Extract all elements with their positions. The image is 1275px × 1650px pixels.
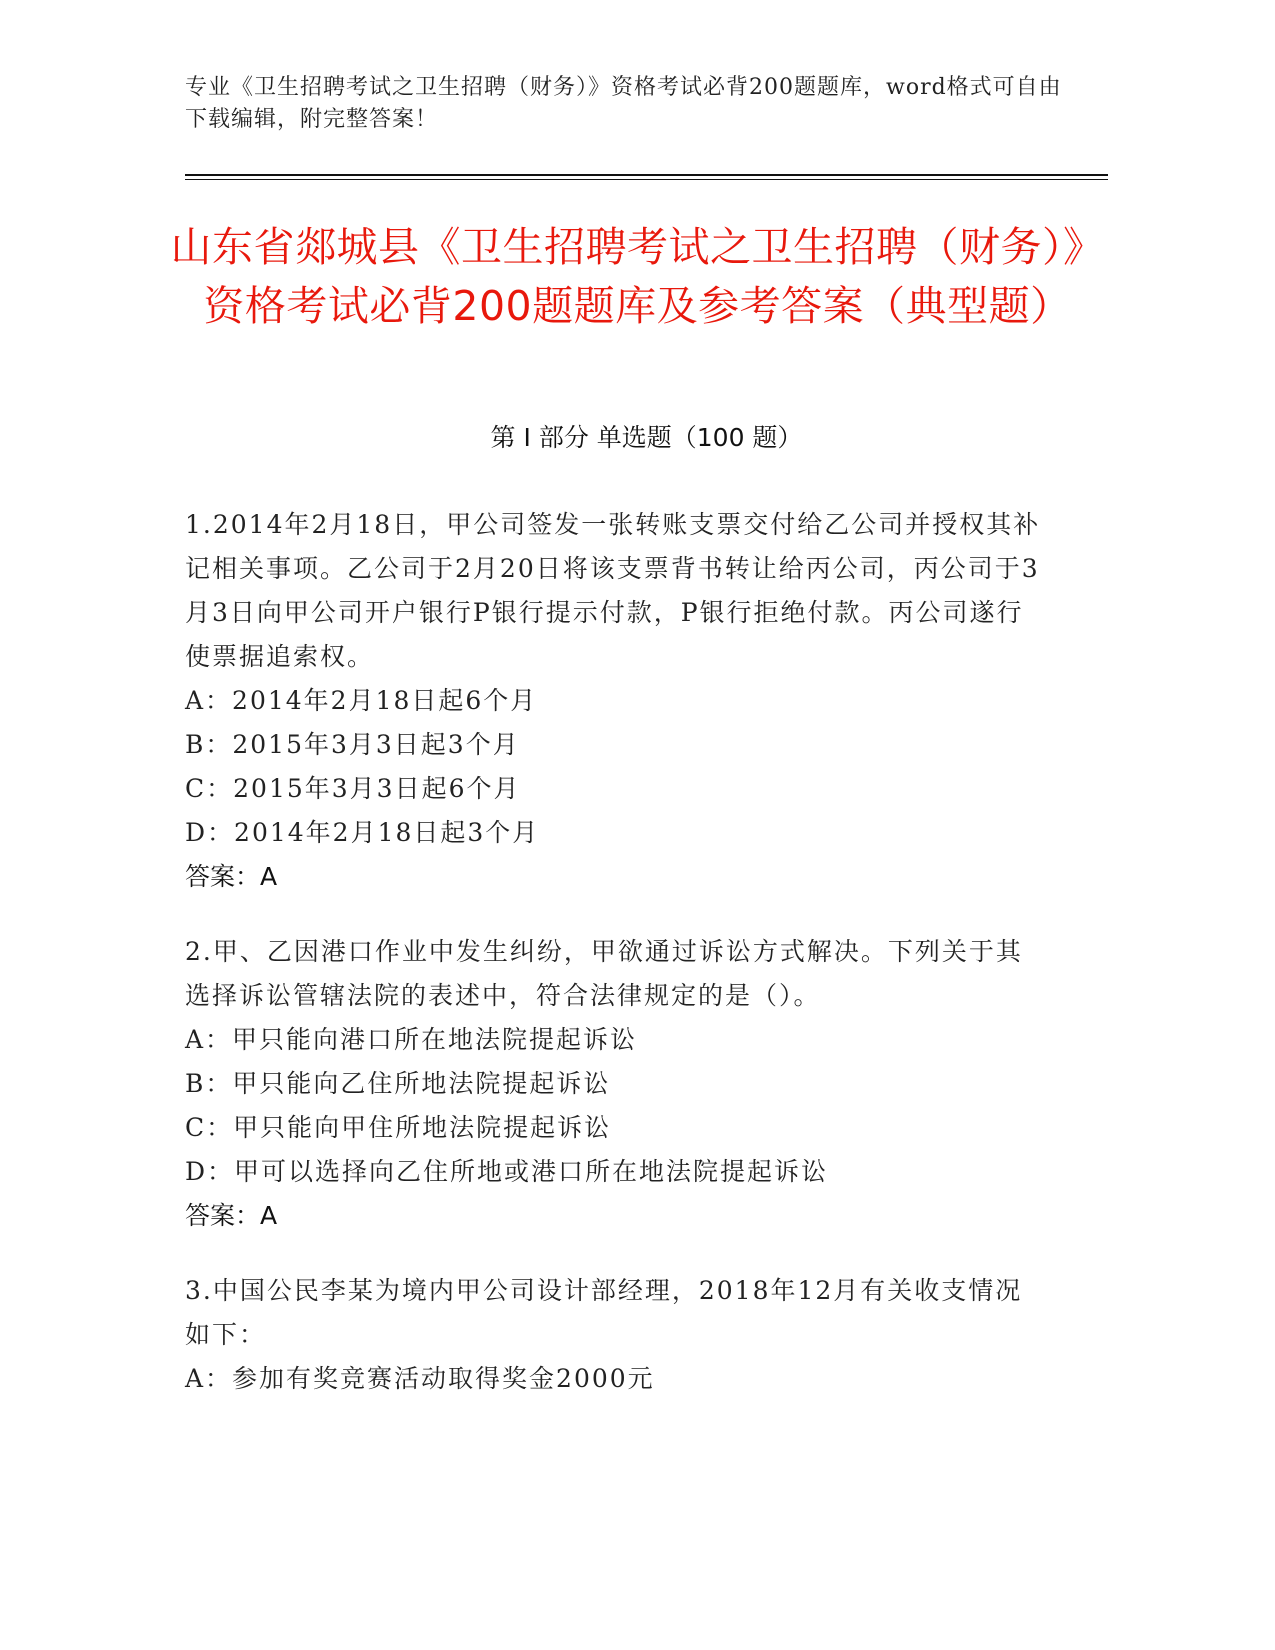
section-heading: 第 I 部分 单选题（100 题） (490, 423, 803, 452)
header-divider-thin (185, 179, 1108, 180)
option-c: C：2015年3月3日起6个月 (185, 774, 521, 803)
question-3 (185, 1269, 1045, 1401)
option-d: D：2014年2月18日起3个月 (185, 818, 540, 847)
option-d: D：甲可以选择向乙住所地或港口所在地法院提起诉讼 (185, 1157, 829, 1186)
option-a: A：参加有奖竞赛活动取得奖金2000元 (185, 1364, 655, 1393)
header-note: 专业《卫生招聘考试之卫生招聘（财务）》资格考试必背200题题库，word格式可自由下载编辑，附完整答案！ (185, 75, 1062, 132)
question-stem: 3.中国公民李某为境内甲公司设计部经理，2018年12月有关收支情况如下： (185, 1276, 1023, 1349)
question-2 (185, 930, 1045, 1238)
option-a: A：2014年2月18日起6个月 (185, 686, 538, 715)
option-c: C：甲只能向甲住所地法院提起诉讼 (185, 1113, 612, 1142)
document-title: 山东省郯城县《卫生招聘考试之卫生招聘（财务）》资格考试必背200题题库及参考答案（典型题） (170, 223, 1105, 330)
option-b: B：甲只能向乙住所地法院提起诉讼 (185, 1069, 611, 1098)
answer-line: 答案：A (185, 862, 278, 891)
answer-line: 答案：A (185, 1201, 278, 1230)
question-stem: 1.2014年2月18日，甲公司签发一张转账支票交付给乙公司并授权其补记相关事项。乙公司于2月20日将该支票背书转让给丙公司，丙公司于3月3日向甲公司开户银行P银行提示付款，P银行拒绝付款。丙公司遂行使票据追索权。 (185, 510, 1041, 671)
header-divider-thick (185, 174, 1108, 176)
question-list (185, 503, 1045, 1432)
option-a: A：甲只能向港口所在地法院提起诉讼 (185, 1025, 638, 1054)
option-b: B：2015年3月3日起3个月 (185, 730, 520, 759)
question-stem: 2.甲、乙因港口作业中发生纠纷，甲欲通过诉讼方式解决。下列关于其选择诉讼管辖法院的表述中，符合法律规定的是（）。 (185, 937, 1023, 1010)
question-1 (185, 503, 1045, 899)
